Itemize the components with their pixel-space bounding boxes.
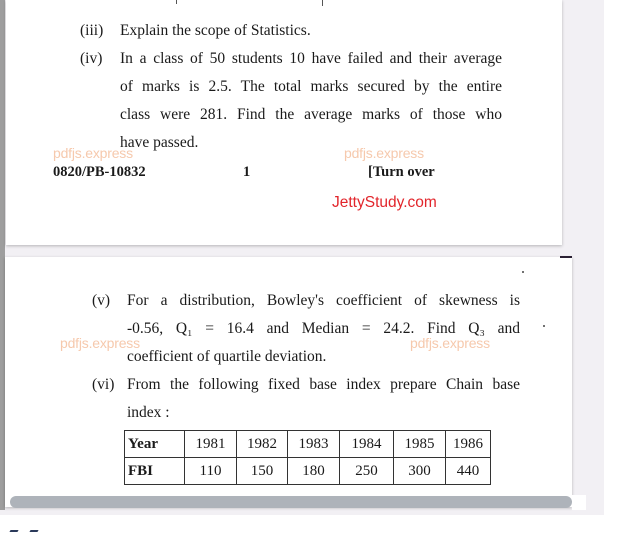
row-header: FBI <box>125 458 185 485</box>
page-number: 1 <box>243 164 251 180</box>
table-cell: 180 <box>288 458 340 485</box>
question-text-line: index : <box>127 404 170 421</box>
watermark-right: pdfjs.express <box>344 145 424 161</box>
question-text-line: In a class of 50 students 10 have failed and their average <box>120 50 502 67</box>
table-border-remnant <box>322 0 323 6</box>
table-row-fbi <box>125 458 491 485</box>
row-header: Year <box>125 431 185 458</box>
question-text-line: have passed. <box>120 134 199 151</box>
watermark-left: pdfjs.express <box>60 335 140 351</box>
table-cell: 1985 <box>394 431 446 458</box>
scrollbar-track-end <box>572 495 586 510</box>
site-credit-link[interactable]: JettyStudy.com <box>332 194 437 211</box>
scan-speck <box>522 271 524 273</box>
question-number: (vi) <box>92 376 115 393</box>
table-cell: 150 <box>237 458 288 485</box>
horizontal-scrollbar-thumb[interactable] <box>10 496 572 508</box>
table-cell: 1983 <box>288 431 340 458</box>
table-cell: 1984 <box>340 431 394 458</box>
turn-over-label: [Turn over <box>368 164 435 180</box>
fixed-base-index-table <box>124 430 491 485</box>
table-cell: 1982 <box>237 431 288 458</box>
paper-code: 0820/PB-10832 <box>53 164 146 180</box>
question-number: (iii) <box>80 22 104 39</box>
question-text: Explain the scope of Statistics. <box>120 22 311 39</box>
table-cell: 1986 <box>446 431 491 458</box>
document-page-2 <box>5 257 572 507</box>
table-border-remnant <box>176 0 177 4</box>
question-text-line: -0.56, Q₁ = 16.4 and Median = 24.2. Find Q₃ and <box>127 320 520 337</box>
question-text-line: coefficient of quartile deviation. <box>127 348 327 365</box>
watermark-right: pdfjs.express <box>410 335 490 351</box>
question-number: (v) <box>92 292 111 309</box>
watermark-left: pdfjs.express <box>53 145 133 161</box>
table-cell: 250 <box>340 458 394 485</box>
question-text-line: For a distribution, Bowley's coefficient of skewness is <box>127 292 520 309</box>
table-row-year <box>125 431 491 458</box>
table-cell: 300 <box>394 458 446 485</box>
table-cell: 1981 <box>185 431 237 458</box>
table-cell: 440 <box>446 458 491 485</box>
table-cell: 110 <box>185 458 237 485</box>
question-text-line: class were 281. Find the average marks of those who <box>120 106 502 123</box>
question-number: (iv) <box>80 50 103 67</box>
scan-speck <box>543 325 545 327</box>
document-page-1 <box>6 0 562 245</box>
question-text-line: of marks is 2.5. The total marks secured by the entire <box>120 78 502 95</box>
question-text-line: From the following fixed base index prepare Chain base <box>127 376 520 393</box>
